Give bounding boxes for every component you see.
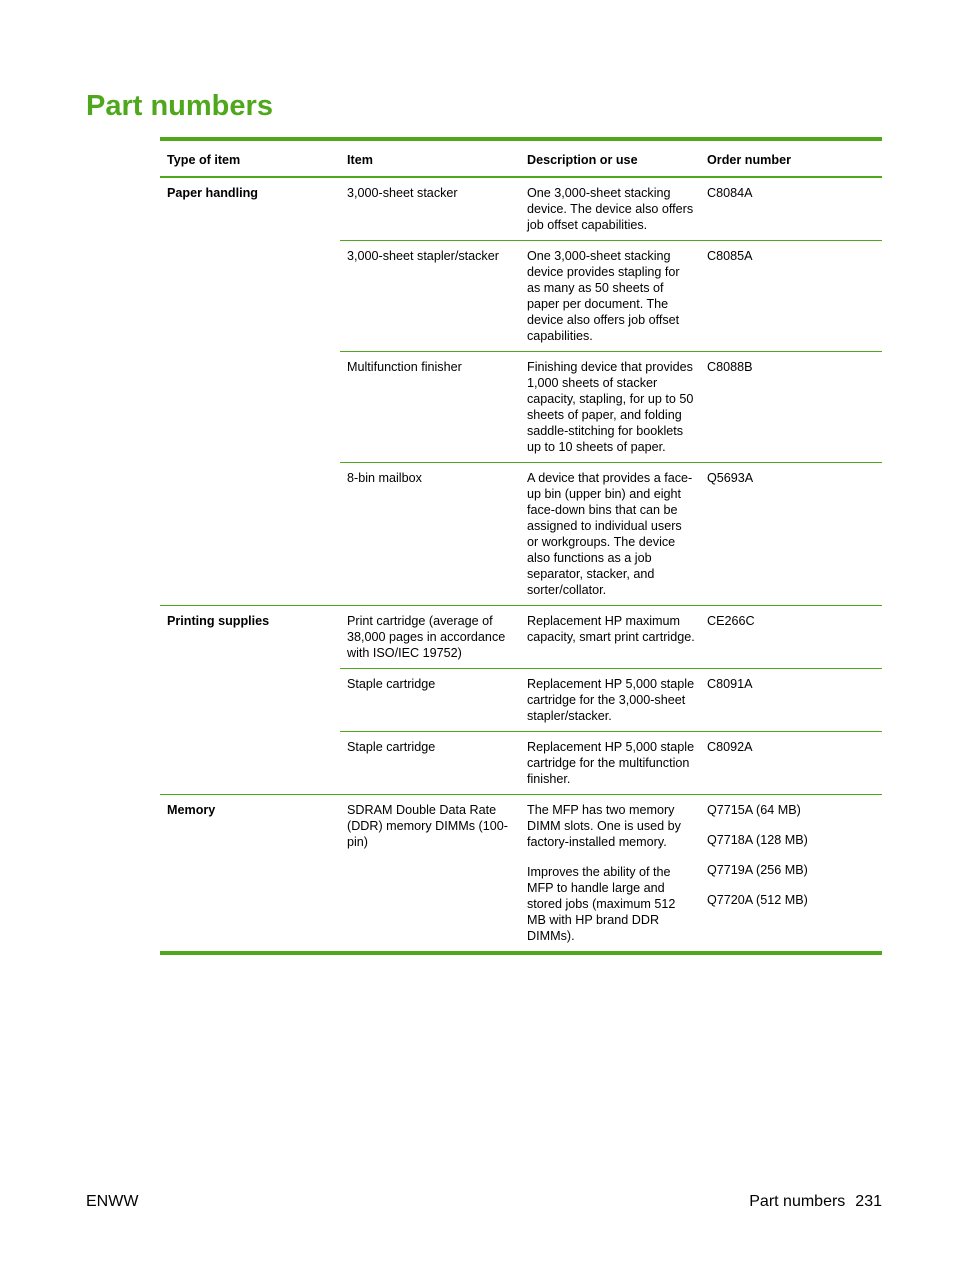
item-cell: Staple cartridge [340, 669, 520, 732]
order-number: Q5693A [707, 471, 754, 485]
order-number-cell [700, 606, 882, 669]
order-number-cell [700, 178, 882, 241]
item-cell: Staple cartridge [340, 732, 520, 795]
item-cell: Multifunction finisher [340, 352, 520, 463]
order-number: Q7715A (64 MB) [707, 803, 801, 817]
description-paragraph: One 3,000-sheet stacking device. The device also offers job offset capabilities. [527, 186, 694, 232]
table-grid [160, 141, 882, 951]
header-item: Item [340, 141, 520, 178]
description-cell [520, 178, 700, 241]
order-number-cell [700, 463, 882, 606]
order-number: C8092A [707, 740, 753, 754]
header-order-number: Order number [700, 141, 882, 178]
order-number: CE266C [707, 614, 755, 628]
description-cell [520, 732, 700, 795]
description-paragraph: Finishing device that provides 1,000 sheets of stacker capacity, stapling, for up to 50 sheets of paper, and folding saddle-stitching for booklets up to 10 sheets of paper. [527, 360, 694, 454]
type-cell: Memory [167, 803, 216, 817]
description-paragraph: A device that provides a face-up bin (upper bin) and eight face-down bins that can be assigned to individual users or workgroups. The device also functions as a job separator, stacker, and sorter/collator. [527, 471, 693, 597]
type-cell: Printing supplies [160, 606, 340, 795]
description-cell [520, 669, 700, 732]
order-number: C8084A [707, 186, 753, 200]
footer-page-info [749, 1193, 882, 1211]
item-cell: 3,000-sheet stapler/stacker [340, 241, 520, 352]
table-bottom-rule [160, 951, 882, 955]
order-number: C8085A [707, 249, 753, 263]
description-paragraph: Replacement HP 5,000 staple cartridge for the 3,000-sheet stapler/stacker. [527, 677, 695, 723]
order-number-cell [700, 241, 882, 352]
footer-locale: ENWW [86, 1193, 139, 1210]
order-number: C8091A [707, 677, 753, 691]
description-paragraph: Replacement HP 5,000 staple cartridge for the multifunction finisher. [527, 740, 695, 786]
type-cell: Paper handling [160, 178, 340, 606]
description-cell [520, 795, 700, 951]
item-cell: Print cartridge (average of 38,000 pages in accordance with ISO/IEC 19752) [340, 606, 520, 669]
description-paragraph: Replacement HP maximum capacity, smart print cartridge. [527, 614, 695, 644]
footer-section: Part numbers [749, 1193, 846, 1210]
item-cell: 8-bin mailbox [340, 463, 520, 606]
order-number-cell [700, 795, 882, 951]
header-type: Type of item [160, 141, 340, 178]
description-paragraph: Improves the ability of the MFP to handle large and stored jobs (maximum 512 MB with HP brand DDR DIMMs). [527, 865, 676, 943]
order-number: C8088B [707, 360, 753, 374]
description-paragraph: The MFP has two memory DIMM slots. One is used by factory-installed memory. [527, 803, 681, 849]
description-cell [520, 352, 700, 463]
order-number: Q7720A (512 MB) [707, 893, 808, 907]
header-description: Description or use [520, 141, 700, 178]
order-number-cell [700, 669, 882, 732]
footer-page-number: 231 [855, 1193, 882, 1210]
description-cell [520, 463, 700, 606]
part-numbers-table [160, 137, 882, 955]
description-cell [520, 241, 700, 352]
order-number-cell [700, 352, 882, 463]
item-cell: SDRAM Double Data Rate (DDR) memory DIMMs (100-pin) [347, 803, 508, 849]
order-number: Q7718A (128 MB) [707, 833, 808, 847]
description-cell [520, 606, 700, 669]
item-cell: 3,000-sheet stacker [340, 178, 520, 241]
order-number-cell [700, 732, 882, 795]
page-title: Part numbers [86, 90, 273, 122]
description-paragraph: One 3,000-sheet stacking device provides stapling for as many as 50 sheets of paper per document. The device also offers job offset capabilities. [527, 249, 680, 343]
order-number: Q7719A (256 MB) [707, 863, 808, 877]
